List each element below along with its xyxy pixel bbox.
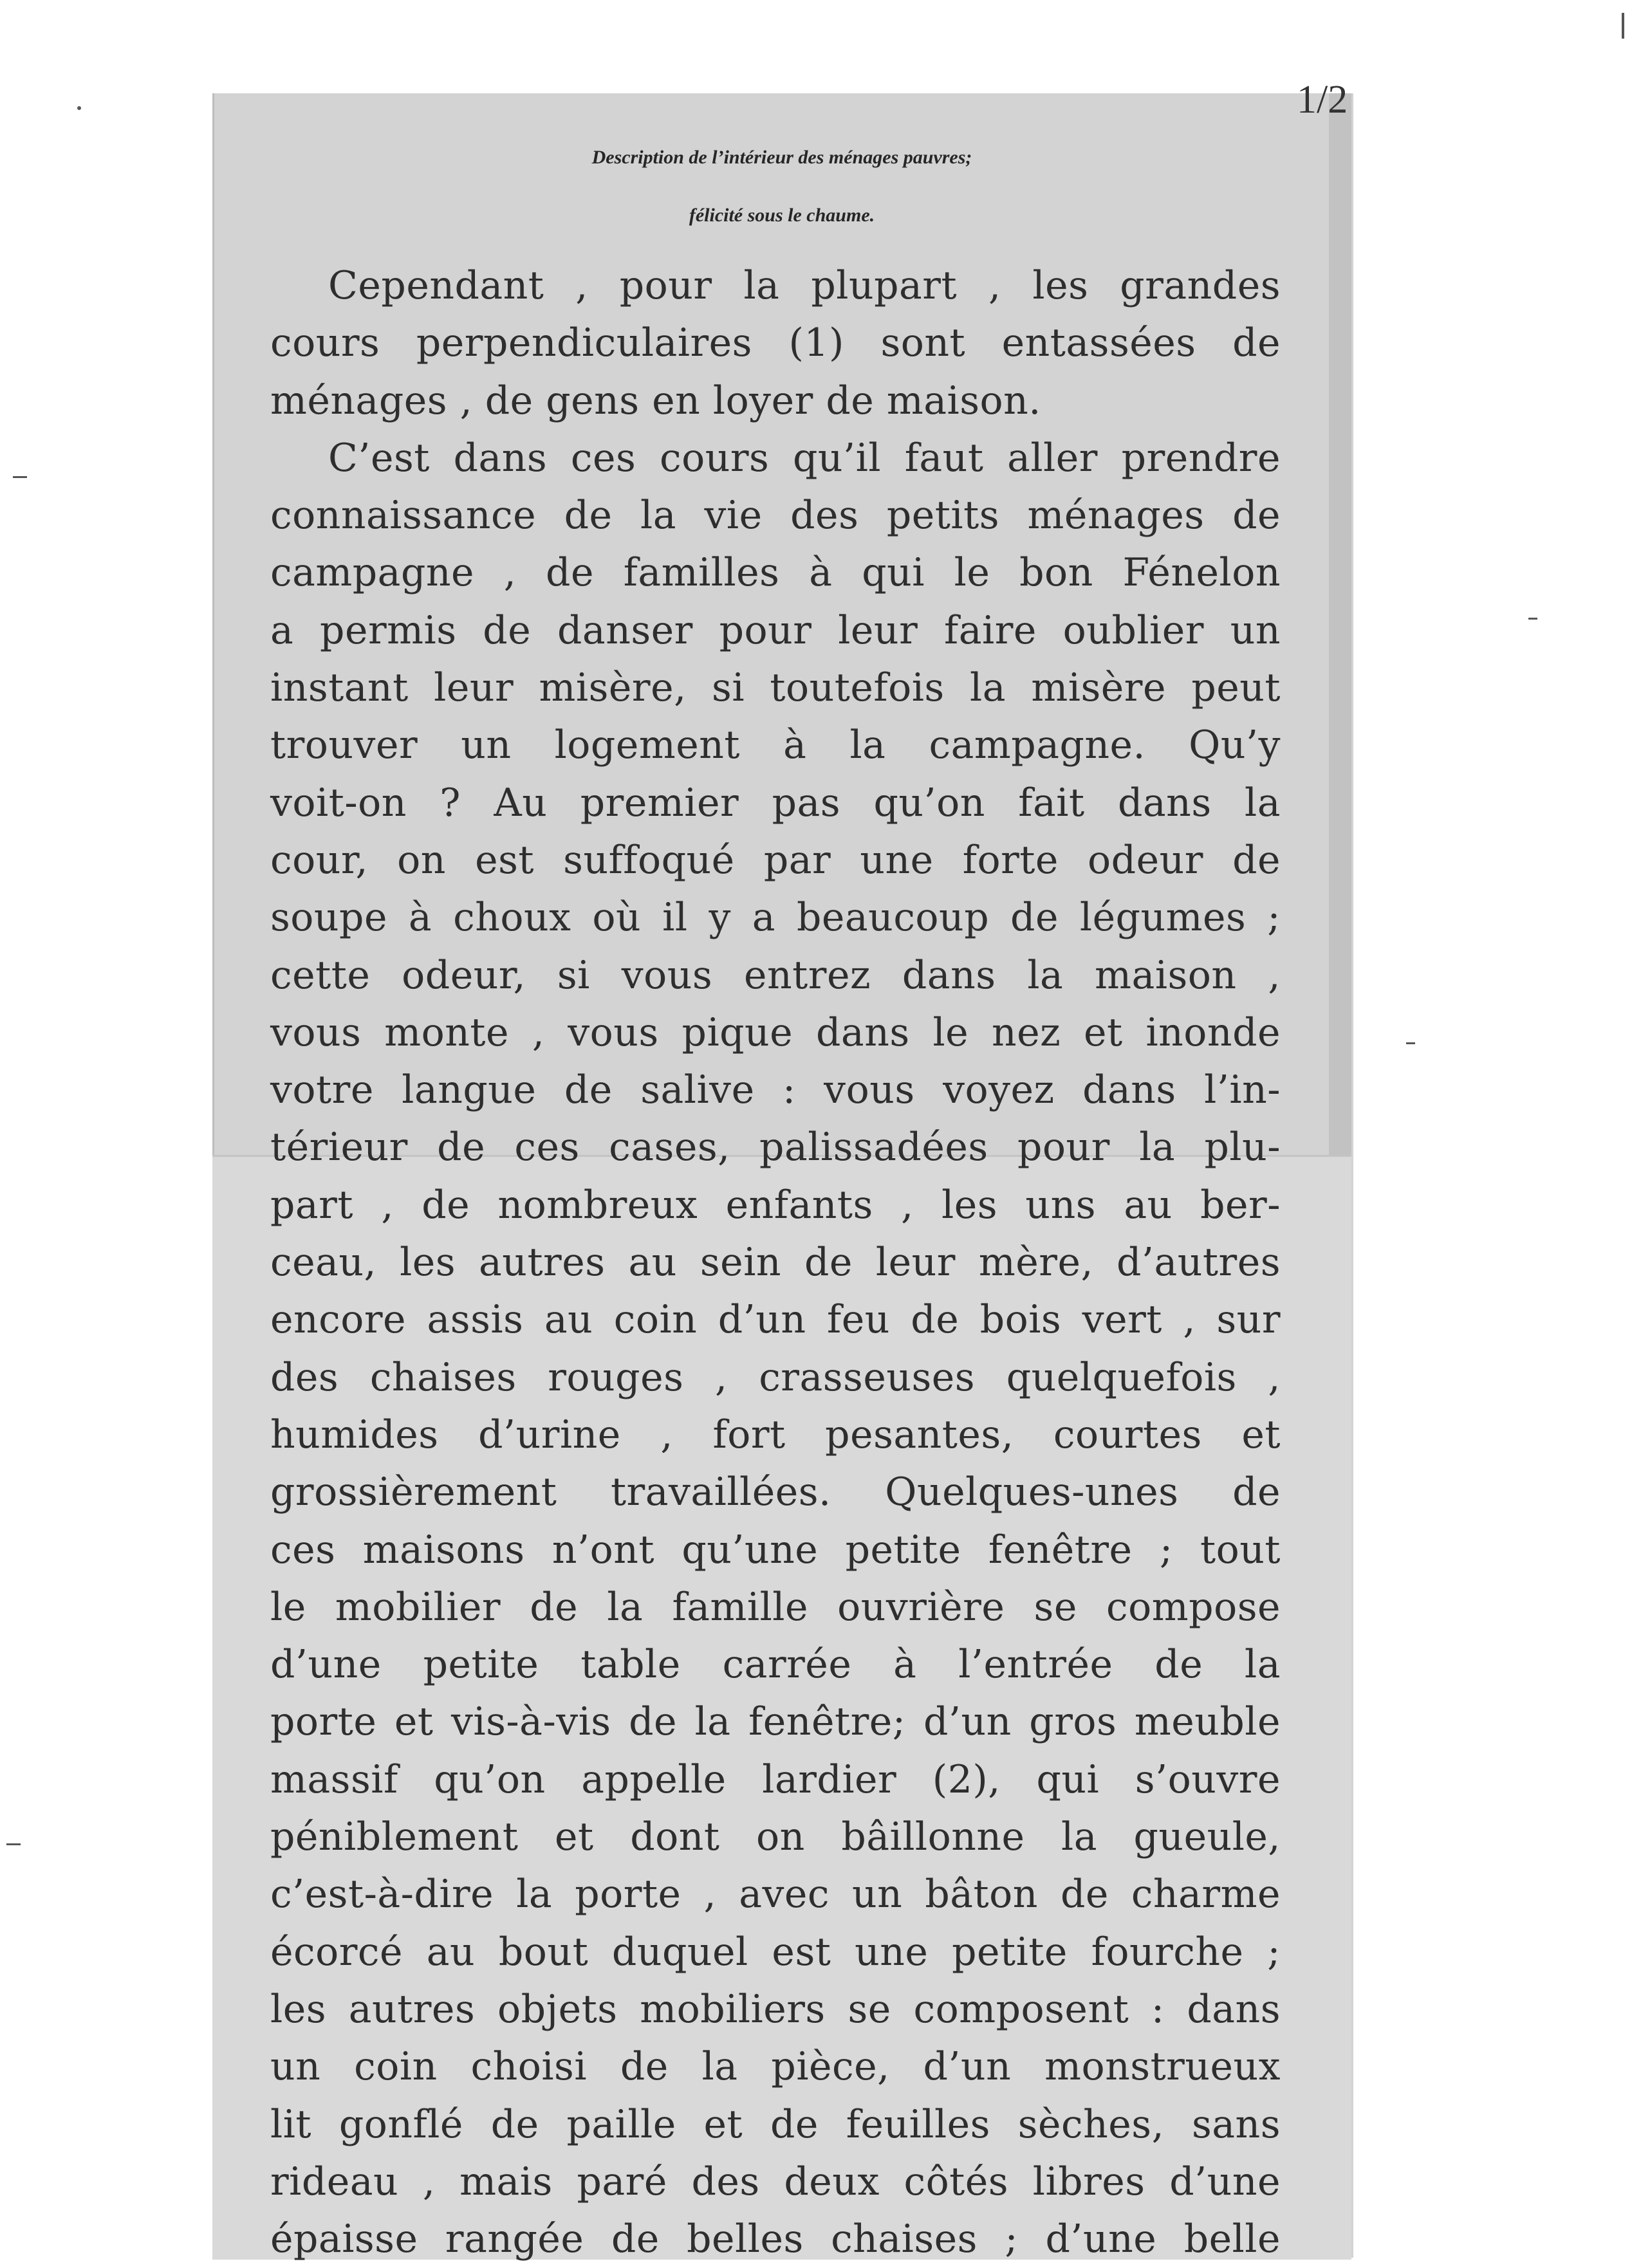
clipping-shadow-edge [1329, 93, 1351, 1155]
text-line: ménages , de gens en loyer de maison. [270, 378, 1041, 423]
scan-speck [1528, 618, 1537, 620]
text-line: le mobilier de la famille ouvrière se compose [270, 1584, 1281, 1630]
text-line: Cependant , pour la plupart , les grandes [328, 263, 1281, 308]
text-line: cours perpendiculaires (1) sont entassées de [270, 320, 1281, 366]
text-line: un coin choisi de la pièce, d’un monstrueux [270, 2044, 1281, 2090]
text-line: encore assis au coin d’un feu de bois vert , sur [270, 1297, 1281, 1343]
text-line: soupe à choux où il y a beaucoup de légumes ; [270, 895, 1281, 941]
text-line: trouver un logement à la campagne. Qu’y [270, 723, 1281, 768]
text-line: porte et vis-à-vis de la fenêtre; d’un gros meuble [270, 1699, 1281, 1745]
text-line: des chaises rouges , crasseuses quelquefois , [270, 1354, 1281, 1400]
article-body [270, 257, 1281, 2268]
text-line: écorcé au bout duquel est une petite fourche ; [270, 1929, 1281, 1975]
text-line: C’est dans ces cours qu’il faut aller prendre [328, 435, 1281, 481]
scan-speck [1406, 1042, 1415, 1044]
title-line-2: félicité sous le chaume. [689, 205, 875, 226]
text-line: instant leur misère, si toutefois la misère peut [270, 665, 1281, 711]
text-line: épaisse rangée de belles chaises ; d’une belle [270, 2217, 1281, 2262]
text-line: voit-on ? Au premier pas qu’on fait dans la [270, 780, 1281, 825]
text-line: cour, on est suffoqué par une forte odeur de [270, 837, 1281, 883]
text-line: lit gonflé de paille et de feuilles sèches, sans [270, 2101, 1281, 2147]
article-title [212, 129, 1351, 244]
text-line: c’est-à-dire la porte , avec un bâton de charme [270, 1872, 1281, 1917]
scan-speck [1622, 13, 1624, 39]
text-line: les autres objets mobiliers se composent : dans [270, 1986, 1281, 2032]
title-line-1: Description de l’intérieur des ménages pauvres; [591, 147, 972, 168]
text-line: rideau , mais paré des deux côtés libres d’une [270, 2159, 1281, 2204]
text-line: vous monte , vous pique dans le nez et inonde [270, 1010, 1281, 1055]
text-line: ceau, les autres au sein de leur mère, d’autres [270, 1240, 1281, 1286]
scan-speck [13, 476, 27, 478]
text-line: térieur de ces cases, palissadées pour la plu- [270, 1125, 1281, 1170]
text-line: connaissance de la vie des petits ménages de [270, 493, 1281, 539]
text-line: votre langue de salive : vous voyez dans l’in- [270, 1067, 1281, 1113]
text-line: a permis de danser pour leur faire oublier un [270, 607, 1281, 653]
scan-speck [6, 1843, 21, 1845]
text-line: péniblement et dont on bâillonne la gueule, [270, 1814, 1281, 1860]
text-line: d’une petite table carrée à l’entrée de la [270, 1642, 1281, 1688]
text-line: massif qu’on appelle lardier (2), qui s’ouvre [270, 1756, 1281, 1802]
page-number: 1/2 [1297, 78, 1348, 122]
text-line: cette odeur, si vous entrez dans la maison , [270, 952, 1281, 998]
text-line: part , de nombreux enfants , les uns au ber- [270, 1182, 1281, 1228]
text-line: campagne , de familles à qui le bon Fénelon [270, 550, 1281, 596]
text-line: grossièrement travaillées. Quelques-unes de [270, 1470, 1281, 1515]
scan-speck [77, 106, 81, 110]
text-line: ces maisons n’ont qu’une petite fenêtre ; tout [270, 1527, 1281, 1572]
text-line: humides d’urine , fort pesantes, courtes et [270, 1412, 1281, 1457]
